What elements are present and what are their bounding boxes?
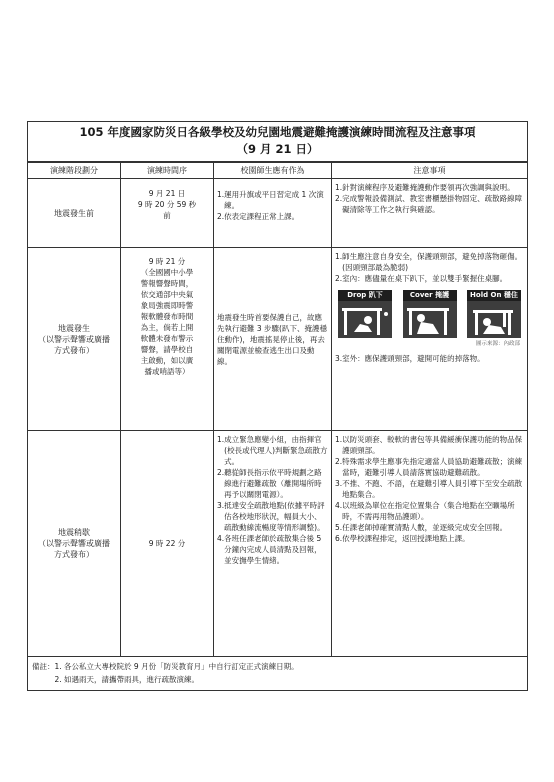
notes-cell (332, 179, 528, 248)
note-item: 6. 依學校課程排定，返回授課地點上課。 (335, 534, 470, 543)
time-cell (121, 431, 214, 657)
action-text: 地震發生時首要保護自己，故應先執行避難 3 步驟(趴下、掩護穩住動作)，地震搖晃停止後，再去關閉電源並檢查逃生出口及動線。 (217, 313, 327, 366)
hold-on-label: Hold On 穩住 (467, 290, 521, 301)
stage-line: 地震發生 (58, 323, 90, 333)
stage-cell (28, 179, 121, 248)
time-line: 軟體未發布警示 (140, 334, 194, 343)
time-line: 主啟動，如以廣 (140, 356, 194, 365)
notes-cell (332, 248, 528, 431)
table-row-after-earthquake (28, 431, 528, 657)
drop-card (338, 290, 392, 338)
cover-label: Cover 掩護 (403, 290, 457, 301)
time-line: 9 月 21 日 (148, 189, 186, 198)
actions-cell (214, 431, 332, 657)
time-line: （全國國中小學 (140, 268, 194, 277)
stage-line: 地震稍歇 (58, 528, 90, 537)
note-item: 1. 以防災頭套、較軟的書包等具備緩衝保護功能的物品保護頭頸部。 (335, 435, 523, 455)
time-line: 報軟體發布時間 (140, 312, 194, 321)
header-row (28, 162, 528, 179)
time-line: 響聲，請學校自 (140, 345, 194, 354)
cover-card (403, 290, 457, 338)
footer-notes-row (28, 657, 528, 691)
hold-on-card (467, 290, 521, 338)
drill-schedule-table (27, 121, 528, 691)
note-item: 3. 室外：應保護頭頸部，避開可能的掉落物。 (335, 354, 485, 363)
stage-line: 方式發布） (54, 345, 94, 355)
footer-note-line: 備註：1. 各公私立大專校院於 9 月份「防災教育月」中自行訂定正式演練日期。 (32, 662, 299, 671)
footer-note-line: 2. 如遇雨天，請攜帶雨具，進行疏散演練。 (32, 675, 200, 684)
stage-line: 方式發布） (54, 550, 94, 559)
drop-cover-hold-icons (338, 290, 521, 338)
drop-icon (338, 302, 392, 338)
stage-cell (28, 248, 121, 431)
table-row-earthquake (28, 248, 528, 431)
table-row-before-earthquake (28, 179, 528, 248)
header-time: 演練時間序 (121, 162, 214, 179)
header-stage: 演練階段劃分 (28, 162, 121, 179)
note-item: 2. 室內：應儘量在桌下趴下，並以雙手緊握住桌腳。 (335, 274, 508, 283)
time-line: 9 時 21 分 (148, 257, 186, 266)
time-line: 前 (163, 211, 171, 220)
header-actions: 校園師生應有作為 (214, 162, 332, 179)
hold-on-icon (467, 302, 521, 338)
time-line: 象局強震即時警 (140, 301, 194, 310)
stage-cell (28, 431, 121, 657)
actions-cell (214, 248, 332, 431)
action-item: 4. 各班任課老師於疏散集合後 5 分鐘內完成人員清點及回報，並安撫學生情緒。 (217, 534, 322, 565)
time-cell (121, 248, 214, 431)
icon-source: 圖示來源：內政部 (476, 341, 521, 347)
note-item: 2. 特殊需求學生應事先指定適當人員協助避難疏散；演練當時，避難引導人員請落實協助避難疏散。 (335, 457, 523, 477)
stage-line: （以警示聲響或廣播 (38, 539, 110, 548)
title-line-2: （9 月 21 日） (236, 142, 319, 156)
stage-line: 地震發生前 (54, 208, 94, 218)
time-line: 為主，倘若上開 (140, 323, 194, 332)
actions-cell (214, 179, 332, 248)
note-item: 3. 不推、不跑、不語，在避難引導人員引導下至安全疏散地點集合。 (335, 479, 523, 499)
action-item: 2. 依表定課程正常上課。 (217, 212, 300, 221)
time-cell (121, 179, 214, 248)
note-item: 4. 以班級為單位在指定位置集合（集合地點在空曠場所時，不需再用物品護頭）。 (335, 501, 515, 521)
note-item: 1. 針對演練程序及避難掩護動作要領再次強調與說明。 (335, 183, 515, 192)
time-line: 播或哨語等） (144, 367, 190, 376)
time-line: 9 時 22 分 (148, 539, 186, 548)
action-item: 2. 聽從師長指示依平時規劃之路線進行避難疏散（離開場所時再予以關閉電源）。 (217, 468, 322, 499)
action-item: 3. 抵達安全疏散地點(依據平時評估各校地形狀況，幅員大小、疏散動線流暢度等情形調整)。 (217, 501, 325, 532)
drop-label: Drop 趴下 (338, 290, 392, 301)
action-item: 1. 運用升旗或平日習定成 1 次演練。 (217, 190, 324, 210)
time-line: 9 時 20 分 59 秒 (137, 200, 197, 209)
title-line-1: 105 年度國家防災日各級學校及幼兒園地震避難掩護演練時間流程及注意事項 (79, 125, 476, 139)
stage-line: （以警示聲響或廣播 (38, 334, 110, 344)
header-notes: 注意事項 (332, 162, 528, 179)
note-item: 5. 任課老師掉確實清點人數，並逐級完成安全回報。 (335, 523, 508, 532)
cover-icon (403, 302, 457, 338)
time-line: 警報響聲時間， (140, 279, 194, 288)
time-line: 依交通部中央氣 (140, 290, 194, 299)
note-item: 2. 完成警報設備測試、教室書櫃懸掛物固定、疏散路線障礙清除等工作之執行與確認。 (335, 194, 523, 214)
action-item: 1. 成立緊急應變小組，由指揮官(校長或代理人)判斷緊急疏散方式。 (217, 435, 328, 466)
notes-cell (332, 431, 528, 657)
footer-notes (28, 657, 528, 691)
table-title (28, 122, 528, 163)
note-item: 1. 師生應注意自身安全，保護頭頸部，避免掉落物砸傷。(因頭頸部最為脆弱) (335, 252, 523, 272)
document (27, 121, 527, 691)
